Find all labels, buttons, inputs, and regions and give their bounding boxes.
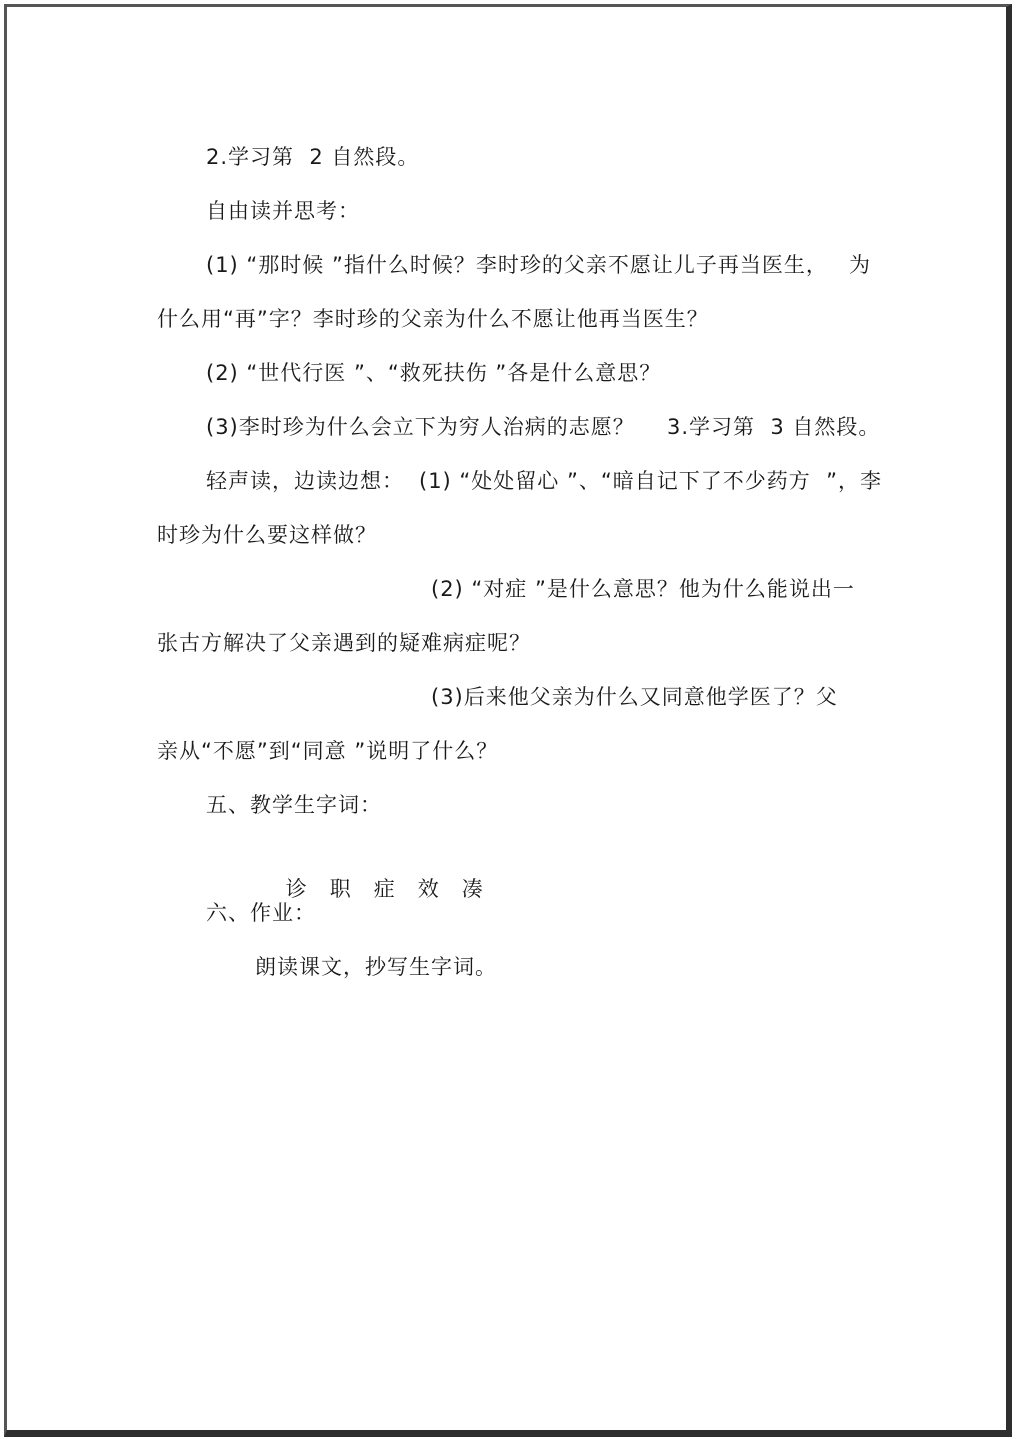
- text-line-6b: 3.学习第 3 自然段。: [667, 415, 881, 439]
- text-line-5: (2) “世代行医 ”、“救死扶伤 ”各是什么意思？: [206, 361, 662, 385]
- section-heading-5: 五、教学生字词：: [206, 793, 382, 817]
- homework-text: 朗读课文，抄写生字词。: [255, 955, 497, 979]
- text-line-6a: (3)李时珍为什么会立下为穷人治病的志愿？: [206, 415, 635, 439]
- vocab-char: 效: [417, 877, 440, 901]
- vocab-char: 职: [329, 877, 352, 901]
- text-line-11: (3)后来他父亲为什么又同意他学医了？父: [431, 685, 838, 709]
- text-line-4: 什么用“再”字？李时珍的父亲为什么不愿让他再当医生？: [157, 307, 709, 331]
- text-line-2: 自由读并思考：: [206, 199, 360, 223]
- vocab-char: 凑: [461, 877, 484, 901]
- text-line-3b: 为: [849, 253, 871, 277]
- text-line-7a: 轻声读，边读边想：: [206, 469, 404, 493]
- vocab-char: 诊: [285, 877, 308, 901]
- vocab-char: 症: [373, 877, 396, 901]
- text-line-10: 张古方解决了父亲遇到的疑难病症呢？: [157, 631, 531, 655]
- text-line-3a: (1) “那时候 ”指什么时候？李时珍的父亲不愿让儿子再当医生，: [206, 253, 828, 277]
- text-line-12: 亲从“不愿”到“同意 ”说明了什么？: [157, 739, 499, 763]
- text-line-1: 2.学习第 2 自然段。: [206, 145, 420, 169]
- text-line-8: 时珍为什么要这样做？: [157, 523, 377, 547]
- section-heading-6: 六、作业：: [206, 901, 316, 925]
- text-line-9: (2) “对症 ”是什么意思？他为什么能说出一: [431, 577, 855, 601]
- text-line-7b: (1) “处处留心 ”、“暗自记下了不少药方 ”，李: [419, 469, 882, 493]
- document-page: [4, 4, 1012, 1437]
